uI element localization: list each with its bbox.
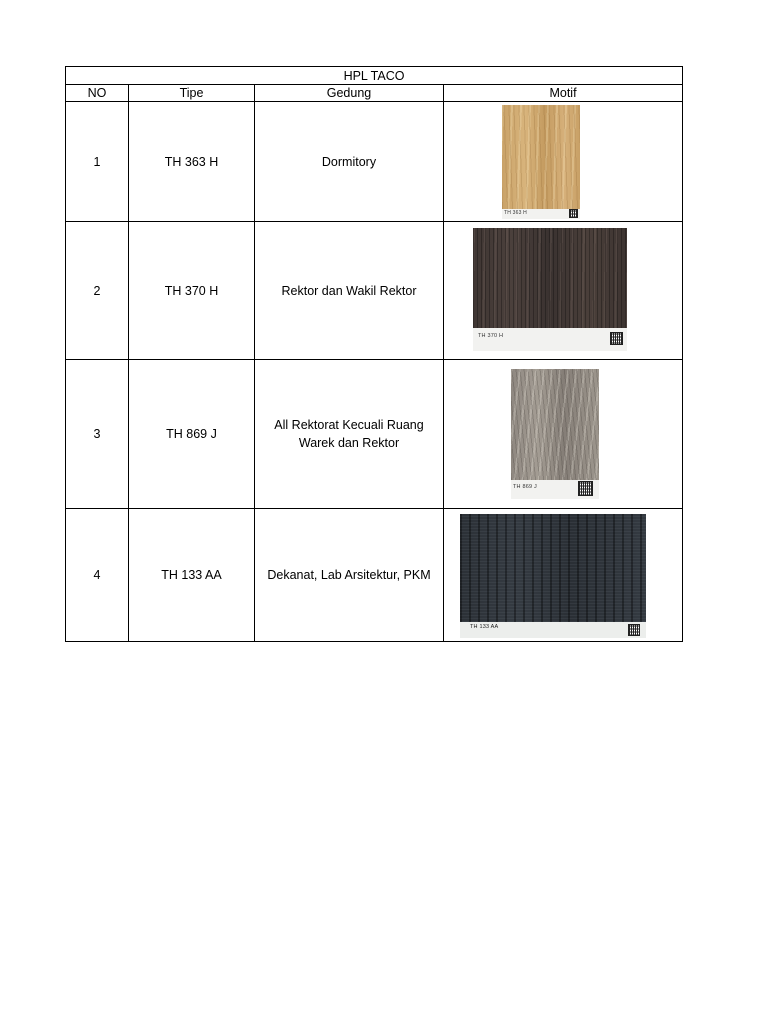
motif-swatch-image <box>473 228 627 351</box>
row-number: 4 <box>93 568 101 582</box>
row-number-cell <box>66 102 129 222</box>
swatch-code: TH 133 AA <box>470 624 499 630</box>
qr-code-icon <box>610 332 623 345</box>
row-number: 2 <box>93 283 101 298</box>
table-row <box>66 360 683 509</box>
header-tipe: Tipe <box>129 85 255 102</box>
gedung-cell <box>255 102 444 222</box>
row-number-cell <box>66 222 129 360</box>
row-number: 1 <box>93 154 101 169</box>
motif-cell <box>444 222 683 360</box>
row-number-cell <box>66 509 129 642</box>
table-row <box>66 102 683 222</box>
wood-grain-panel <box>473 228 627 328</box>
header-no: NO <box>66 85 129 102</box>
swatch-code: TH 869 J <box>513 484 537 490</box>
header-gedung: Gedung <box>255 85 444 102</box>
motif-swatch-image <box>460 514 646 638</box>
table-row <box>66 509 683 642</box>
tipe-cell <box>129 222 255 360</box>
header-motif: Motif <box>444 85 683 102</box>
tipe-value: TH 370 H <box>164 283 219 298</box>
table-header-row <box>66 85 683 102</box>
tipe-cell <box>129 509 255 642</box>
row-number-cell <box>66 360 129 509</box>
table-row <box>66 222 683 360</box>
hpl-taco-table <box>65 66 683 642</box>
swatch-code: TH 363 H <box>504 210 527 216</box>
qr-code-icon <box>569 209 578 218</box>
qr-code-icon <box>628 624 640 636</box>
motif-swatch-image <box>502 105 580 219</box>
swatch-label-strip <box>460 622 646 638</box>
gedung-value: All Rektorat Kecuali Ruang Warek dan Rektor <box>274 418 424 450</box>
tipe-value: TH 133 AA <box>161 568 222 582</box>
wood-grain-panel <box>502 105 580 209</box>
wood-grain-panel <box>511 369 599 480</box>
motif-cell <box>444 360 683 509</box>
gedung-value: Rektor dan Wakil Rektor <box>281 283 417 298</box>
tipe-value: TH 869 J <box>166 427 217 441</box>
tipe-cell <box>129 102 255 222</box>
table-title-row <box>66 67 683 85</box>
tipe-cell <box>129 360 255 509</box>
swatch-label-strip <box>511 480 599 499</box>
swatch-code: TH 370 H <box>478 333 504 339</box>
gedung-cell <box>255 222 444 360</box>
gedung-cell <box>255 360 444 509</box>
swatch-label-strip <box>473 328 627 351</box>
gedung-value: Dormitory <box>321 154 377 169</box>
wood-grain-panel <box>460 514 646 622</box>
motif-cell <box>444 102 683 222</box>
gedung-cell <box>255 509 444 642</box>
qr-code-icon <box>578 481 593 496</box>
row-number: 3 <box>93 427 101 441</box>
table-title: HPL TACO <box>66 67 683 85</box>
gedung-value: Dekanat, Lab Arsitektur, PKM <box>267 568 431 582</box>
motif-swatch-image <box>511 369 599 499</box>
tipe-value: TH 363 H <box>164 154 219 169</box>
motif-cell <box>444 509 683 642</box>
swatch-label-strip <box>502 209 580 219</box>
